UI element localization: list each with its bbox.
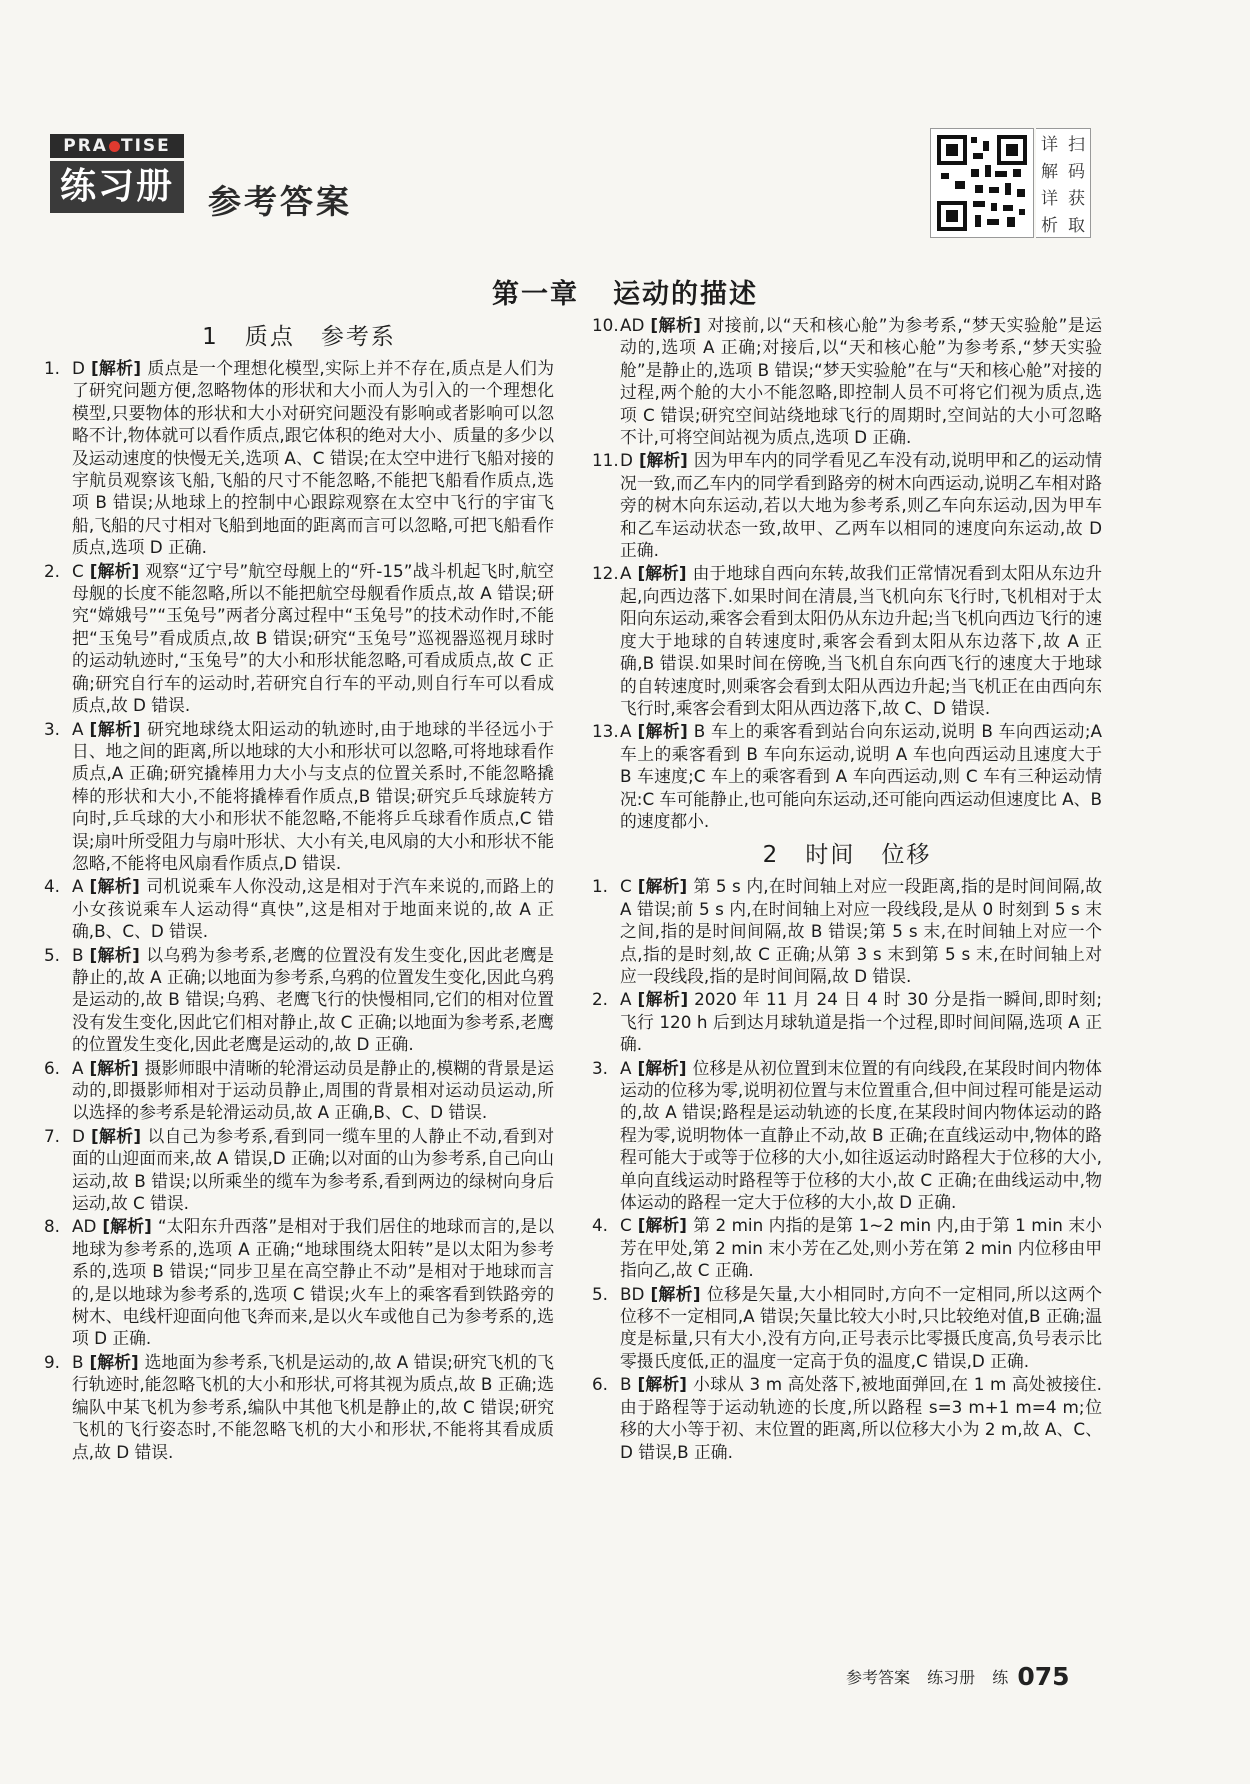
answer-item: 1. D [解析] 质点是一个理想化模型,实际上并不存在,质点是人们为了研究问题方便,忽略物体的形状和大小而人为引入的一个理想化模型,只要物体的形状和大小对研究问题没有影响或者影响可以忽略不计,物体就可以看作质点,跟它体积的绝对大小、质量的多少以及运动速度的快慢无关,选项 A、C 错误;在太空中进行飞船对接的宇航员观察该飞船,飞船的尺寸不能忽略,不能把飞船看作质点,选项 B 错误;从地球上的控制中心跟踪观察在太空中飞行的宇宙飞船,飞船的尺寸相对飞船到地面的距离而言可以忽略,可把飞船看作质点,选项 D 正确. (44, 358, 554, 558)
answer-item: 6. A [解析] 摄影师眼中清晰的轮滑运动员是静止的,模糊的背景是运动的,即摄影师相对于运动员静止,周围的背景相对运动员运动,所以选择的参考系是轮滑运动员,故 A 正确,B、C、D 错误. (44, 1057, 555, 1123)
answer-item: 5. B [解析] 以乌鸦为参考系,老鹰的位置没有发生变化,因此老鹰是静止的,故 A 正确;以地面为参考系,乌鸦的位置发生变化,因此乌鸦是运动的,故 B 错误;乌鸦、老鹰飞行的快慢相同,它们的相对位置没有发生变化,因此它们相对静止,故 C 正确;以地面为参考系,老鹰的位置发生变化,因此老鹰是运动的,故 D 正确. (44, 944, 555, 1055)
answer-item: 2. C [解析] 观察“辽宁号”航空母舰上的“歼-15”战斗机起飞时,航空母舰的长度不能忽略,所以不能把航空母舰看作质点,故 A 错误;研究“嫦娥号”“玉兔号”两者分离过程中“玉兔号”的技术动作时,不能把“玉兔号”看成质点,故 B 错误;研究“玉兔号”巡视器巡视月球时的运动轨迹时,“玉兔号”的大小和形状能忽略,可看成质点,故 C 正确;研究自行车的运动时,若研究自行车的平动,则自行车可以看成质点,故 D 错误. (44, 560, 554, 716)
qr-code-icon[interactable] (930, 128, 1034, 238)
answer-item: 9. B [解析] 选地面为参考系,飞机是运动的,故 A 错误;研究飞机的飞行轨迹时,能忽略飞机的大小和形状,可将其视为质点,故 B 正确;选编队中某飞机为参考系,编队中其他飞机是静止的,故 C 错误;研究飞机的飞行姿态时,不能忽略飞机的大小和形状,不能将其看成质点,故 D 错误. (44, 1351, 554, 1462)
page-title: 参考答案 (208, 182, 352, 221)
answer-item: 3. A [解析] 研究地球绕太阳运动的轨迹时,由于地球的半径远小于日、地之间的距离,所以地球的大小和形状可以忽略,可将地球看作质点,A 正确;研究撬棒用力大小与支点的位置关系时,不能忽略撬棒的形状和大小,不能将撬棒看作质点,B 错误;研究乒乓球旋转方向时,乒乓球的大小和形状不能忽略,不能将乒乓球看作质点,C 错误;扇叶所受阻力与扇叶形状、大小有关,电风扇的大小和形状不能忽略,不能将电风扇看作质点,D 错误. (44, 718, 554, 873)
right-column (592, 314, 1102, 1464)
badge-english: PRA TISE (50, 134, 184, 158)
answer-item: 12.A [解析] 由于地球自西向东转,故我们正常情况看到太阳从东边升起,向西边落下.如果时间在清晨,当飞机向东飞行时,飞机相对于太阳向东运动,乘客会看到太阳仍从东边升起;当飞机向西边飞行的速度大于地球的自转速度时,乘客会看到太阳从东边落下,故 A 正确,B 错误.如果时间在傍晚,当飞机自东向西飞行的速度大于地球的自转速度时,则乘客会看到太阳从西边升起;当飞机正在由西向东飞行时,乘客会看到太阳从西边落下,故 C、D 错误. (592, 563, 1103, 718)
section-title: 1 质点 参考系 (202, 324, 396, 350)
answer-item: 13.A [解析] B 车上的乘客看到站台向东运动,说明 B 车向西运动;A 车上的乘客看到 B 车向东运动,说明 A 车也向西运动且速度大于 B 车速度;C 车上的乘客看到 A 车向西运动,则 C 车有三种运动情况:C 车可能静止,也可能向东运动,还可能向西运动但速度比 A、B 的速度都小. (592, 721, 1103, 831)
answer-item: 5. BD [解析] 位移是矢量,大小相同时,方向不一定相同,所以这两个位移不一定相同,A 错误;矢量比较大小时,只比较绝对值,B 正确;温度是标量,只有大小,没有方向,正号表示比零摄氏度高,负号表示比零摄氏度低,正的温度一定高于负的温度,C 错误,D 正确. (592, 1283, 1102, 1371)
answer-item: 10.AD [解析] 对接前,以“天和核心舱”为参考系,“梦天实验舱”是运动的,选项 A 正确;对接后,以“天和核心舱”为参考系,“梦天实验舱”是静止的,选项 B 错误;“梦天实验舱”在与“天和核心舱”对接的过程,两个舱的大小不能忽略,即控制人员不可将它们视为质点,选项 C 错误;研究空间站绕地球飞行的周期时,空间站的大小可忽略不计,可将空间站视为质点,选项 D 正确. (592, 315, 1102, 448)
page-number: 075 (1017, 1662, 1070, 1691)
badge-title: 练习册 (50, 161, 184, 213)
answer-item: 4. A [解析] 司机说乘车人你没动,这是相对于汽车来说的,而路上的小女孩说乘车人运动得“真快”,这是相对于地面来说的,故 A 正确,B、C、D 错误. (44, 876, 554, 942)
answer-item: 11.D [解析] 因为甲车内的同学看见乙车没有动,说明甲和乙的运动情况一致,而乙车内的同学看到路旁的树木向西运动,说明乙车相对路旁的树木向东运动,若以大地为参考系,则乙车向东运动,因为甲车和乙车运动状态一致,故甲、乙两车以相同的速度向东运动,故 D 正确. (592, 450, 1103, 561)
left-column (44, 314, 554, 1464)
page-footer: 参考答案 练习册 练 075 (846, 1662, 1070, 1691)
answer-item: 8. AD [解析] “太阳东升西落”是相对于我们居住的地球而言的,是以地球为参考系的,选项 A 正确;“地球围绕太阳转”是以太阳为参考系的,选项 B 错误;“同步卫星在高空静止不动”是相对于地球而言的,是以地球为参考系的,选项 C 错误;火车上的乘客看到铁路旁的树木、电线杆迎面向他飞奔而来,是以火车或他自己为参考系的,选项 D 正确. (44, 1216, 554, 1349)
badge-dot-icon (109, 141, 120, 152)
answer-item: 2. A [解析] 2020 年 11 月 24 日 4 时 30 分是指一瞬间,即时刻;飞行 120 h 后到达月球轨道是指一个过程,即时间间隔,选项 A 正确. (592, 989, 1102, 1055)
answer-item: 1. C [解析] 第 5 s 内,在时间轴上对应一段距离,指的是时间间隔,故 A 错误;前 5 s 内,在时间轴上对应一段线段,是从 0 时刻到 5 s 末之间,指的是时间间隔,故 B 错误;第 5 s 末,在时间轴上对应一个点,指的是时刻,故 C 正确;从第 3 s 末到第 5 s 末,在时间轴上对应一段线段,指的是时间间隔,故 D 错误. (592, 876, 1102, 986)
answer-item: 6. B [解析] 小球从 3 m 高处落下,被地面弹回,在 1 m 高处被接住.由于路程等于运动轨迹的长度,所以路程 s=3 m+1 m=4 m;位移的大小等于初、末位置的距离,所以位移大小为 2 m,故 A、C、D 错误,B 正确. (592, 1374, 1102, 1462)
practise-badge (50, 134, 184, 216)
chapter-title: 第一章 运动的描述 (492, 279, 758, 310)
answer-item: 3. A [解析] 位移是从初位置到末位置的有向线段,在某段时间内物体运动的位移为零,说明初位置与末位置重合,但中间过程可能是运动的,故 A 错误;路程是运动轨迹的长度,在某段时间内物体运动的路程为零,说明物体一直静止不动,故 B 正确;在直线运动中,物体的路程可能大于或等于位移的大小,如往返运动时路程大于位移的大小,单向直线运动时路程等于位移的大小,故 C 正确;在曲线运动中,物体运动的路程一定大于位移的大小,故 D 正确. (592, 1057, 1103, 1213)
answer-item: 4. C [解析] 第 2 min 内指的是第 1~2 min 内,由于第 1 min 末小芳在甲处,第 2 min 末小芳在乙处,则小芳在第 2 min 内位移由甲指向乙,故 C 正确. (592, 1215, 1103, 1281)
section-title: 2 时间 位移 (762, 842, 932, 869)
answer-item: 7. D [解析] 以自己为参考系,看到同一缆车里的人静止不动,看到对面的山迎面而来,故 A 错误,D 正确;以对面的山为参考系,自己向山运动,故 B 错误;以所乘坐的缆车为参考系,看到两边的绿树向身后运动,故 C 错误. (44, 1125, 554, 1214)
qr-caption: 详 扫 解 码 详 获 析 取 (1036, 128, 1091, 238)
